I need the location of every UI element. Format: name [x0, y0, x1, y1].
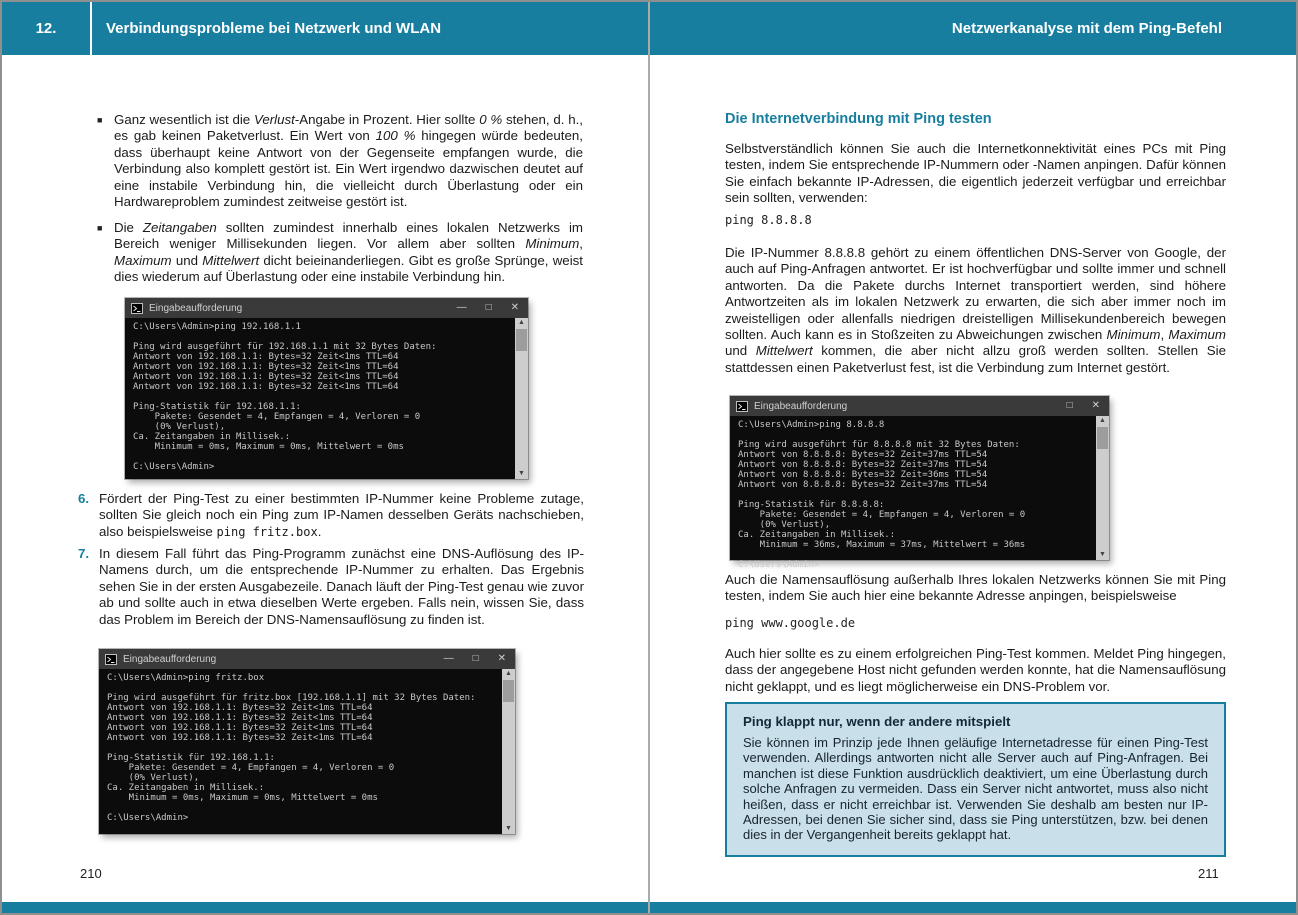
close-icon: ✕: [497, 653, 506, 664]
page-number-right: 211: [1198, 866, 1219, 881]
terminal-window-ping-name: [99, 649, 515, 834]
page-number-left: 210: [80, 866, 102, 881]
paragraph: Die IP-Nummer 8.8.8.8 gehört zu einem öffentlichen DNS-Server von Google, der auch auf Ping-Anfragen antwortet. Er ist hochverfügbar und sollte immer und schnell antworten. Da die Pakete durchs Internet transportiert werden, sind höhere Antwortzeiten als im lokalen Netzwerk zu erwarten, die sich aber immer noch im zweistelligen oder allenfalls niedrigen dreistelligen Millisekundenbereich bewegen sollten. Auch kann es in Stoßzeiten zu Abweichungen zwischen Minimum, Maximum und Mittelwert kommen, die aber nicht allzu groß werden sollten. Stellen Sie stattdessen einen Paketverlust fest, ist die Verbindung zum Internet gestört.: [725, 245, 1226, 375]
cmd-icon: [105, 654, 117, 665]
paragraph: Auch hier sollte es zu einem erfolgreichen Ping-Test kommen. Meldet Ping hingegen, dass der angegebene Host nicht gefunden werden konnte, hat die Namensauflösung nicht geklappt, und es liegt möglicherweise ein DNS-Problem vor.: [725, 646, 1226, 694]
scrollbar-thumb: [516, 329, 527, 351]
item-text: In diesem Fall führt das Ping-Programm zunächst eine DNS-Auflösung des IP-Namens durch, um die entsprechende IP-Nummer zu erhalten. Das Ergebnis sehen Sie in der ersten Ausgabezeile. Danach läuft der Ping-Test genau wie zuvor ab und sollte auch in etwa dieselben Werte ergeben. Falls nein, wissen Sie, dass das Problem im Bereich der DNS-Namensauflösung zu finden ist.: [99, 546, 584, 627]
terminal-titlebar: [125, 298, 528, 318]
scroll-up-icon: ▲: [518, 319, 525, 326]
bullet-icon: ■: [97, 223, 103, 233]
scroll-up-icon: ▲: [505, 670, 512, 677]
item-number: 6.: [78, 491, 90, 506]
scroll-down-icon: ▼: [518, 470, 525, 477]
page-divider: [648, 2, 650, 913]
bullet-text: Die Zeitangaben sollten zumindest innerhalb eines lokalen Netzwerks im Bereich weniger Millisekunden liegen. Vor allem aber sollten Minimum, Maximum und Mittelwert dicht beieinanderliegen. Gibt es große Sprünge, weist dies wiederum auf Überlastung oder eine instabile Verbindung hin.: [114, 220, 583, 285]
info-box-body: Sie können im Prinzip jede Ihnen geläufige Internetadresse für einen Ping-Test verwenden. Allerdings antworten nicht alle Server auch auf Ping-Anfragen. Bei manchen ist diese Funktion ausdrücklich deaktiviert, um eine Überlastung durch solche Anfragen zu vermeiden. Dass ein Server nicht antwortet, muss also nicht heißen, dass er nicht erreichbar ist. Verwenden Sie deshalb am besten nur IP-Adressen, bei denen Sie sicher sind, dass sie Ping unterstützen, bzw. bei denen dies in der Vergangenheit bereits geklappt hat.: [743, 735, 1208, 843]
terminal-output: C:\Users\Admin>ping fritz.box Ping wird ausgeführt für fritz.box [192.168.1.1] mit 32 Bytes Daten: Antwort von 192.168.1.1: Bytes=32 Zeit<1ms TTL=64 Antwort von 192.168.1.1: Bytes=32 Zeit<1ms TTL=64 Antwort von 192.168.1.1: Bytes=32 Zeit<1ms TTL=64 Antwort von 192.168.1.1: Bytes=32 Zeit<1ms TTL=64 Ping-Statistik für 192.168.1.1: Pakete: Gesendet = 4, Empfangen = 4, Verloren = 0 (0% Verlust), Ca. Zeitangaben in Millisek.: Minimum = 0ms, Maximum = 0ms, Mittelwert = 0ms C:\Users\Admin>: [107, 673, 476, 823]
maximize-icon: □: [1066, 400, 1073, 411]
numbered-item-7: [78, 546, 584, 628]
minimize-icon: —: [443, 653, 454, 664]
terminal-titlebar: [99, 649, 515, 669]
scroll-up-icon: ▲: [1099, 417, 1106, 424]
chapter-number: 12.: [35, 20, 57, 37]
paragraph: Selbstverständlich können Sie auch die Internetkonnektivität eines PCs mit Ping testen, indem Sie entsprechende IP-Nummern oder -Namen anpingen. Dafür können Sie einfach bekannte IP-Adressen, die eigentlich jederzeit verfügbar und erreichbar sein sollten, verwenden:: [725, 141, 1226, 206]
terminal-window-ping-google-dns: [730, 396, 1109, 570]
cmd-icon: [131, 303, 143, 314]
item-text: Fördert der Ping-Test zu einer bestimmten IP-Nummer keine Probleme zutage, sollten Sie gleich noch ein Ping zum IP-Namen desselben Geräts nachschieben, also beispielsweise ping fritz.box.: [99, 491, 584, 539]
terminal-scrollbar: [502, 669, 515, 834]
section-heading: Die Internetverbindung mit Ping testen: [725, 111, 992, 127]
terminal-window-ping-ip: [125, 298, 528, 479]
close-icon: ✕: [1091, 400, 1100, 411]
scrollbar-thumb: [503, 680, 514, 702]
terminal-output: C:\Users\Admin>ping 8.8.8.8 Ping wird ausgeführt für 8.8.8.8 mit 32 Bytes Daten: Antwort von 8.8.8.8: Bytes=32 Zeit=37ms TTL=54 Antwort von 8.8.8.8: Bytes=32 Zeit=37ms TTL=54 Antwort von 8.8.8.8: Bytes=32 Zeit=36ms TTL=54 Antwort von 8.8.8.8: Bytes=32 Zeit=37ms TTL=54 Ping-Statistik für 8.8.8.8: Pakete: Gesendet = 4, Empfangen = 4, Verloren = 0 (0% Verlust), Ca. Zeitangaben in Millisek.: Minimum = 36ms, Maximum = 37ms, Mittelwert = 36ms C:\Users\Admin>: [738, 420, 1026, 570]
bullet-item: [97, 220, 583, 286]
terminal-scrollbar: [1096, 416, 1109, 560]
minimize-icon: —: [456, 302, 467, 313]
scroll-down-icon: ▼: [505, 825, 512, 832]
left-header: [2, 2, 649, 55]
info-box: [725, 702, 1226, 857]
scroll-down-icon: ▼: [1099, 551, 1106, 558]
left-running-title: Verbindungsprobleme bei Netzwerk und WLAN: [106, 20, 442, 37]
bullet-text: Ganz wesentlich ist die Verlust-Angabe in Prozent. Hier sollte 0 % stehen, d. h., es gab keinen Paketverlust. Ein Wert von 100 % hingegen würde bedeuten, dass überhaupt keine Antwort von der Gegenseite empfangen wurde, die Verbindung also komplett gestört ist. Ein Wert irgendwo dazwischen deutet auf eine instabile Verbindung hin, die vielleicht durch Überlastung oder ein Hardwareproblem zumindest zeitweise gestört ist.: [114, 112, 583, 210]
terminal-title: Eingabeaufforderung: [149, 302, 243, 314]
terminal-output: C:\Users\Admin>ping 192.168.1.1 Ping wird ausgeführt für 192.168.1.1 mit 32 Bytes Daten: Antwort von 192.168.1.1: Bytes=32 Zeit<1ms TTL=64 Antwort von 192.168.1.1: Bytes=32 Zeit<1ms TTL=64 Antwort von 192.168.1.1: Bytes=32 Zeit<1ms TTL=64 Antwort von 192.168.1.1: Bytes=32 Zeit<1ms TTL=64 Ping-Statistik für 192.168.1.1: Pakete: Gesendet = 4, Empfangen = 4, Verloren = 0 (0% Verlust), Ca. Zeitangaben in Millisek.: Minimum = 0ms, Maximum = 0ms, Mittelwert = 0ms C:\Users\Admin>: [133, 322, 437, 472]
paragraph: Auch die Namensauflösung außerhalb Ihres lokalen Netzwerks können Sie mit Ping testen, indem Sie auch hier eine bekannte Adresse anpingen, beispielsweise: [725, 572, 1226, 604]
terminal-titlebar: [730, 396, 1109, 416]
maximize-icon: □: [472, 653, 479, 664]
code-line-ping-google: ping www.google.de: [725, 616, 856, 630]
maximize-icon: □: [485, 302, 492, 313]
window-controls: [457, 303, 519, 313]
item-number: 7.: [78, 546, 90, 561]
bullet-icon: ■: [97, 115, 103, 125]
scrollbar-thumb: [1097, 427, 1108, 449]
bullet-item: [97, 112, 583, 210]
info-box-title: Ping klappt nur, wenn der andere mitspielt: [743, 714, 1011, 729]
code-line-ping-8888: ping 8.8.8.8: [725, 213, 812, 227]
numbered-item-6: [78, 491, 584, 540]
right-running-title: Netzwerkanalyse mit dem Ping-Befehl: [951, 20, 1222, 37]
cmd-icon: [736, 401, 748, 412]
terminal-scrollbar: [515, 318, 528, 479]
window-controls: [1067, 401, 1100, 411]
terminal-title: Eingabeaufforderung: [754, 400, 848, 412]
terminal-title: Eingabeaufforderung: [123, 653, 217, 665]
close-icon: ✕: [510, 302, 519, 313]
window-controls: [444, 654, 506, 664]
